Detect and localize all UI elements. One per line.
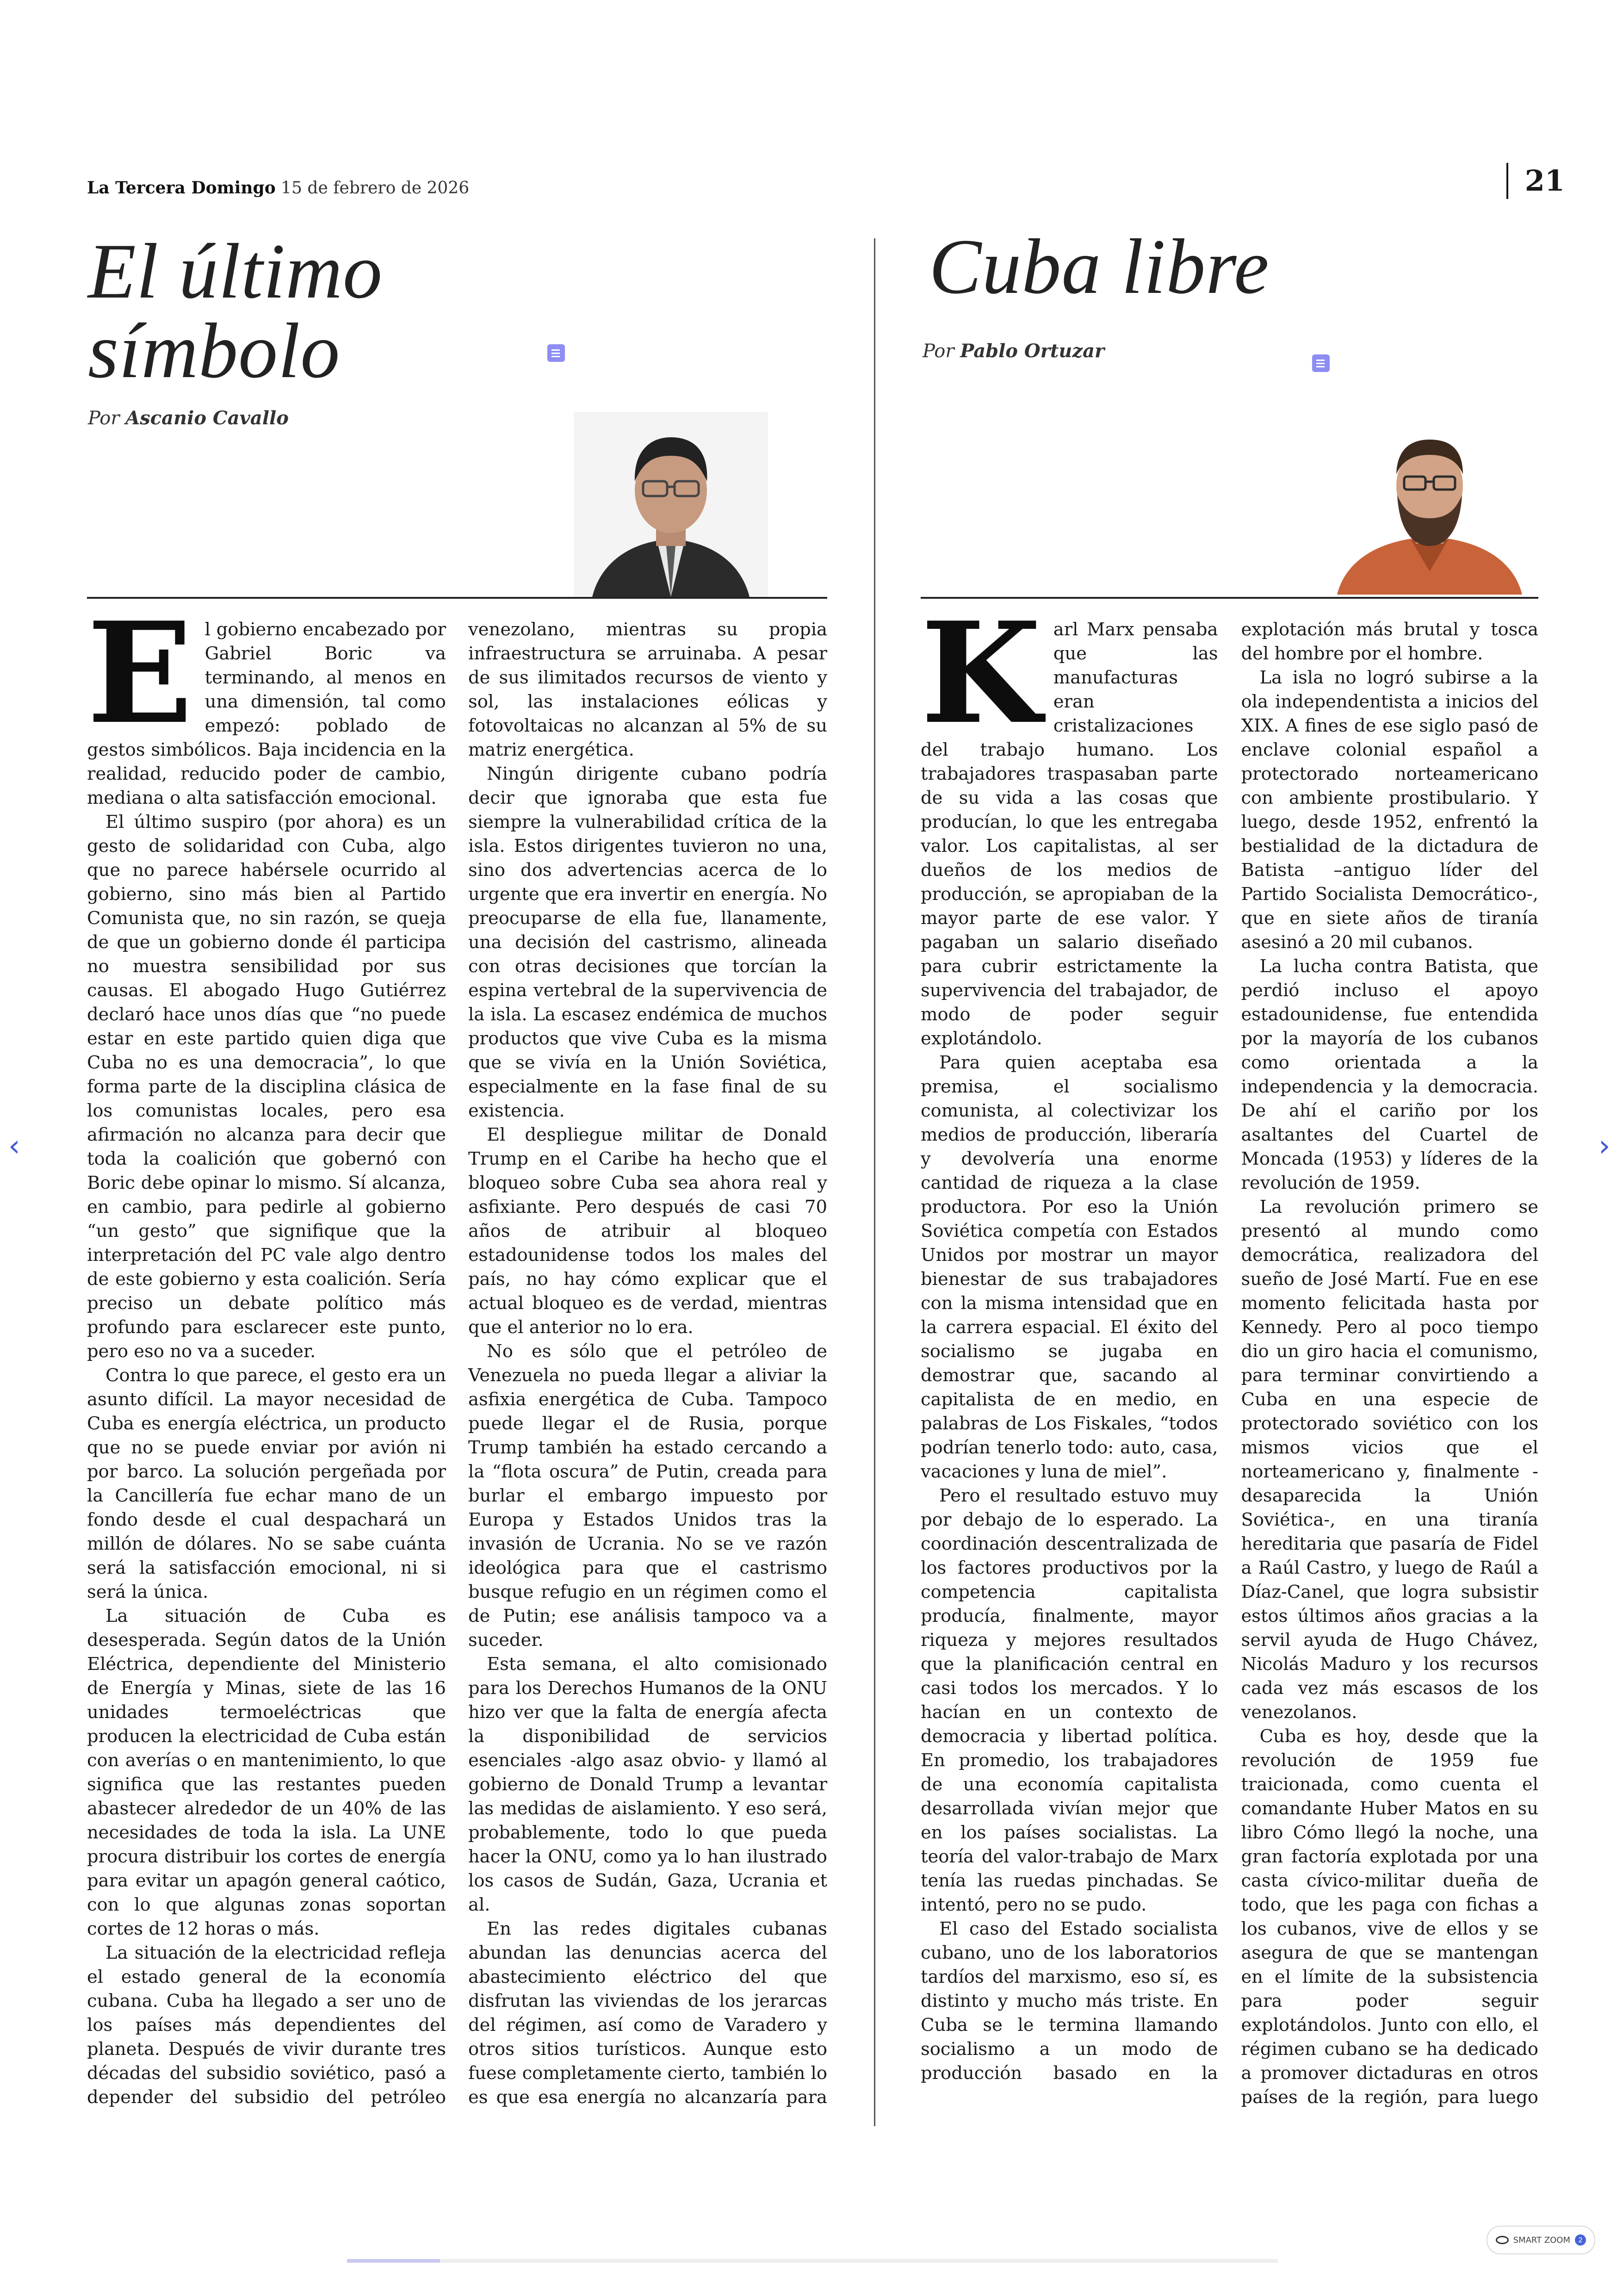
smart-zoom-button[interactable] — [1487, 2226, 1595, 2254]
right-article-body — [921, 618, 1538, 2133]
article-paragraph: No es sólo que el petróleo de Venezuela no pueda llegar a aliviar la asfixia energética de Cuba. Tampoco puede llegar el de Rusia, porque Trump también ha estado cercando a la “flota oscura” de Putin, creada para burlar el embargo impuesto por Europa y Estados Unidos tras la invasión de Ucrania. No se ve razón ideológica para que el castrismo busque refugio en un régimen como el de Putin; ese análisis tampoco va a suceder. — [468, 1341, 827, 1651]
page-header — [87, 178, 469, 198]
annotation-note-icon[interactable] — [1312, 354, 1330, 372]
article-paragraph: Ningún dirigente cubano podría decir que ignoraba que esta fue siempre la vulnerabilidad crítica de la isla. Estos dirigentes tuvieron no una, sino dos advertencias acerca de lo urgente que era invertir en energía. No preocuparse de ella fue, llanamente, una decisión del castrismo, alineada con otras decisiones que torcían la espina vertebral de la supervivencia de la isla. La escasez endémica de muchos productos que vive Cuba es la misma que se vivía en la Unión Soviética, especialmente en la fase final de su existencia. — [468, 763, 827, 1121]
author-photo-ascanio — [574, 412, 768, 597]
article-paragraph: El último suspiro (por ahora) es un gesto de solidaridad con Cuba, algo que no parece habérsele ocurrido al gobierno, sino más bien al Partido Comunista que, no sin razón, se queja de que un gobierno donde él participa no muestra sensibilidad por sus causas. El abogado Hugo Gutiérrez declaró hace unos días que “no puede estar en este partido quien diga que Cuba no es una democracia”, lo que forma parte de la disciplina clásica de los comunistas locales, pero esa afirmación no alcanza para decir que toda la coalición que gobernó con Boric debe opinar lo mismo. Sí alcanza, en cambio, para pedirle al gobierno “un gesto” que signifique que la interpretación del PC vale algo dentro de este gobierno y esta coalición. Sería preciso un debate político más profundo para esclarecer este punto, pero eso no va a suceder. — [87, 812, 446, 1362]
article-paragraph: Contra lo que parece, el gesto era un asunto difícil. La mayor necesidad de Cuba es energía eléctrica, un producto que no se puede enviar por avión ni por barco. La solución pergeñada por la Cancillería fue echar mano de un fondo desde el cual despachará un millón de dólares. No se sabe cuánta será la satisfacción emocional, ni si será la única. — [87, 1365, 446, 1602]
publication-name: La Tercera Domingo — [87, 178, 276, 198]
article-paragraph: La situación de Cuba es desesperada. Según datos de la Unión Eléctrica, dependiente del Ministerio de Energía y Minas, siete de las 16 unidades termoeléctricas que producen la electricidad de Cuba están con averías o en mantenimiento, lo que significa que las restantes pueden abastecer alrededor de un 40% de las necesidades de toda la isla. La UNE procura distribuir los cortes de energía para evitar un apagón general caótico, con lo que algunas zonas soportan cortes de 12 horas o más. — [87, 1606, 446, 1939]
left-title-line1: El último — [88, 228, 383, 315]
byline-prefix: Por — [88, 408, 120, 429]
article-paragraph: La isla no logró subirse a la ola independentista a inicios del XIX. A fines de ese siglo pasó de enclave colonial español a protectorado norteamericano con ambiente prostibulario. Y luego, desde 1952, enfrentó la bestialidad de la dictadura de Batista –antiguo líder del Partido Socialista Democrático-, que en siete años de tiranía asesinó a 20 mil cubanos. — [1241, 667, 1538, 953]
article-paragraph: Pero el resultado estuvo muy por debajo de lo esperado. La coordinación descentralizada de los factores productivos por la competencia capitalista producía, finalmente, mayor riqueza y mejores resultados que la planificación central en casi todos los mercados. Y lo hacían en un contexto de democracia y libertad política. En promedio, los trabajadores de una economía capitalista desarrollada vivían mejor que en los países socialistas. La teoría del valor-trabajo de Marx tenía las ruedas pinchadas. Se intentó, pero no se pudo. — [921, 1485, 1218, 1915]
right-byline — [923, 340, 1104, 362]
right-article-title: Cuba libre — [929, 223, 1270, 310]
author-portrait-illustration — [1328, 419, 1531, 595]
byline-prefix: Por — [923, 341, 954, 362]
right-section-rule — [921, 597, 1538, 599]
article-paragraph: Para quien aceptaba esa premisa, el socialismo comunista, al colectivizar los medios de producción, liberaría y devolvería una enorme cantidad de riqueza a la clase productora. Por eso la Unión Soviética competía con Estados Unidos por mostrar un mayor bienestar de sus trabajadores con la misma intensidad que en la carrera espacial. El éxito del socialismo se jugaba en demostrar que, sacando al capitalista de en medio, en palabras de Los Fiskales, “todos podrían tenerlo todo: auto, casa, vacaciones y luna de miel”. — [921, 1052, 1218, 1482]
article-paragraph: El despliegue militar de Donald Trump en el Caribe ha hecho que el bloqueo sobre Cuba sea ahora real y asfixiante. Pero después de casi 70 años de atribuir al bloqueo estadounidense todos los males del país, no hay cómo explicar que el actual bloqueo es de verdad, mientras que el anterior no lo era. — [468, 1124, 827, 1338]
article-paragraph: El caso del Estado socialista cubano, uno de los laboratorios tardíos del marxismo, eso sí, es distinto y mucho más triste. En Cuba se le termina llamando socialismo a un modo de producción basado en la explotación más brutal y tosca del hombre por el hombre. — [921, 619, 1538, 2084]
author-portrait-illustration — [574, 412, 768, 597]
smart-zoom-label: SMART ZOOM — [1513, 2235, 1570, 2245]
reading-progress-fill — [347, 2259, 440, 2263]
eye-icon — [1496, 2236, 1509, 2244]
left-byline — [88, 407, 289, 429]
article-paragraph: La lucha contra Batista, que perdió incluso el apoyo estadounidense, fue entendida por la mayoría de los cubanos como orientada a la independencia y la democracia. De ahí el cariño por los asaltantes del Cuartel de Moncada (1953) y líderes de la revolución de 1959. — [1241, 956, 1538, 1193]
article-paragraph: Cuba es hoy, desde que la revolución de 1959 fue traicionada, como cuenta el comandante Huber Matos en su libro Cómo llegó la noche, una gran factoría explotada por una casta cívico-militar dueña de todo, que les paga con fichas a los cubanos, vive de ellos y se asegura de que se mantengan en el límite de la subsistencia para poder seguir explotándolos. Junto con ello, el régimen cubano se ha dedicado a promover dictaduras en otros países de la región, para luego — [1241, 1726, 1538, 2108]
article-paragraph: La revolución primero se presentó al mundo como democrática, realizadora del sueño de José Martí. Fue en ese momento felicitada hasta por Kennedy. Pero al poco tiempo dio un giro hacia el comunismo, para terminar convirtiendo a Cuba en una especie de protectorado soviético con los mismos vicios que el norteamericano y, finalmente -desaparecida la Unión Soviética-, en una tiranía hereditaria que pasaría de Fidel a Raúl Castro, y luego de Raúl a Díaz-Canel, que logra subsistir estos últimos años gracias a la servil ayuda de Hugo Chávez, Nicolás Maduro y los recursos cada vez más escasos de los venezolanos. — [1241, 1197, 1538, 1723]
next-page-arrow-icon[interactable]: › — [1598, 1129, 1611, 1163]
drop-cap: E — [87, 618, 193, 755]
left-article-title — [88, 228, 383, 394]
left-article-body — [87, 618, 827, 2133]
left-section-rule — [87, 597, 827, 599]
author-name[interactable]: Ascanio Cavallo — [125, 407, 289, 429]
previous-page-arrow-icon[interactable]: ‹ — [8, 1129, 20, 1163]
article-paragraph: Esta semana, el alto comisionado para los Derechos Humanos de la ONU hizo ver que la falta de energía afecta la disponibilidad de servicios esenciales -algo asaz obvio- y llamó al gobierno de Donald Trump a levantar las medidas de aislamiento. Y eso será, probablemente, todo lo que pueda hacer la ONU, como ya lo han ilustrado los casos de Sudán, Gaza, Ucrania et al. — [468, 1654, 827, 1915]
article-paragraph: El gobierno encabezado por Gabriel Boric va terminando, al menos en una dimensión, tal como empezó: poblado de gestos simbólicos. Baja incidencia en la realidad, reducido poder de cambio, mediana o alta satisfacción emocional. — [87, 618, 446, 808]
column-divider — [874, 238, 875, 2126]
reading-progress-bar[interactable] — [347, 2259, 1278, 2263]
article-paragraph: La situación de la electricidad refleja el estado general de la economía cubana. Cuba ha llegado a ser uno de los países más dependientes del planeta. Después de vivir durante tres décadas del subsidio soviético, pasó a depender del subsidio del petróleo venezolano, mientras su propia infraestructura se arruinaba. A pesar de sus ilimitados recursos de viento y sol, las instalaciones eólicas y fotovoltaicas no alcanzan al 5% de su matriz energética. — [87, 619, 827, 2108]
article-paragraph: Karl Marx pensaba que las manufacturas eran cristalizaciones del trabajo humano. Los trabajadores traspasaban parte de su vida a las cosas que producían, lo que les entregaba valor. Los capitalistas, al ser dueños de los medios de producción, se apropiaban de la mayor parte de ese valor. Y pagaban un salario diseñado para cubrir estrictamente la supervivencia del trabajador, de modo de poder seguir explotándolo. — [921, 618, 1218, 1049]
author-photo-pablo — [1328, 419, 1531, 595]
author-name[interactable]: Pablo Ortuzar — [960, 340, 1105, 362]
drop-cap: K — [921, 618, 1041, 755]
issue-date: 15 de febrero de 2026 — [281, 179, 470, 198]
annotation-note-icon[interactable] — [547, 344, 565, 362]
left-title-line2: símbolo — [88, 307, 341, 394]
article-paragraph: En las redes digitales cubanas abundan las denuncias acerca del abastecimiento eléctrico del que disfrutan las viviendas de los jerarcas del régimen, así como de Varadero y otros sitios turísticos. Aunque esto fuese completamente cierto, también lo es que esa energía no alcanzaría para — [468, 1918, 827, 2108]
smart-zoom-badge: 2 — [1575, 2234, 1586, 2246]
page-number: 21 — [1506, 163, 1565, 199]
